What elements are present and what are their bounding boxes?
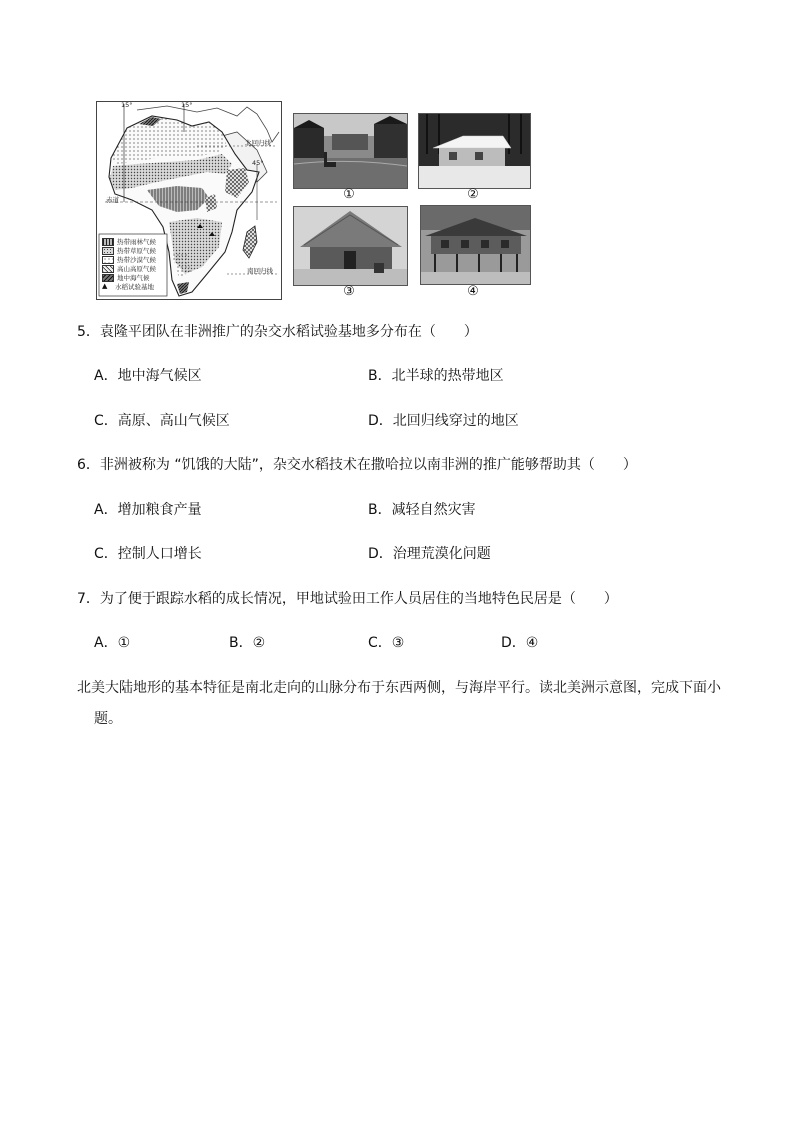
question-5-option-c[interactable]: C．高原、高山气候区 (94, 413, 230, 429)
thatched-hut-photo-icon (294, 207, 407, 285)
question-7-option-c[interactable]: C．③ (368, 635, 405, 651)
legend-item: 热带雨林气候 (102, 237, 156, 246)
question-7-option-d[interactable]: D．④ (501, 635, 539, 651)
africa-climate-map (96, 101, 282, 300)
photo-4-stilt-house (420, 205, 531, 285)
stilt-house-photo-icon (421, 206, 530, 284)
question-6-option-a[interactable]: A．增加粮食产量 (94, 502, 202, 518)
question-5-stem: 5．袁隆平团队在非洲推广的杂交水稻试验基地多分布在（ ） (77, 324, 478, 340)
legend-item: 热带沙漠气候 (102, 255, 156, 264)
question-6-option-c[interactable]: C．控制人口增长 (94, 546, 202, 562)
highland-swatch-icon (102, 265, 114, 273)
question-5-option-d[interactable]: D．北回归线穿过的地区 (368, 413, 519, 429)
intro-paragraph-line-1: 北美大陆地形的基本特征是南北走向的山脉分布于东西两侧，与海岸平行。读北美洲示意图，完成下面小 (77, 680, 721, 696)
legend-item: 热带草原气候 (102, 246, 156, 255)
mediterranean-swatch-icon (102, 274, 114, 282)
lon-label-west: 15° (121, 101, 133, 109)
rice-base-icon: ▲ (102, 282, 108, 290)
question-5-option-a[interactable]: A．地中海气候区 (94, 368, 202, 384)
intro-paragraph-line-2: 题。 (94, 711, 122, 727)
question-6-option-d[interactable]: D．治理荒漠化问题 (368, 546, 491, 562)
lat-label: 45° (252, 159, 264, 167)
tropic-south-label: 南回归线 (247, 267, 273, 275)
water-town-photo-icon (294, 114, 407, 188)
map-legend (102, 237, 156, 291)
lon-label-east: 15° (181, 101, 193, 109)
photo-1-water-town (293, 113, 408, 189)
rainforest-swatch-icon (102, 238, 114, 246)
equator-label: 赤道 (106, 196, 119, 204)
legend-item: 地中海气候 (102, 273, 156, 282)
photo-4-label: ④ (467, 284, 479, 299)
legend-item: ▲ 水稻试验基地 (102, 282, 154, 291)
tropic-north-label: 北回归线 (245, 139, 271, 147)
question-5-option-b[interactable]: B．北半球的热带地区 (368, 368, 504, 384)
photo-3-thatched-hut (293, 206, 408, 286)
question-6-stem: 6．非洲被称为 “饥饿的大陆”，杂交水稻技术在撒哈拉以南非洲的推广能够帮助其（ ） (77, 457, 637, 473)
snow-house-photo-icon (419, 114, 530, 188)
photo-3-label: ③ (343, 284, 355, 299)
legend-item: 高山高原气候 (102, 264, 156, 273)
question-7-option-a[interactable]: A．① (94, 635, 131, 651)
savanna-swatch-icon (102, 247, 114, 255)
photo-2-snow-house (418, 113, 531, 189)
photo-2-label: ② (467, 187, 479, 202)
question-7-stem: 7．为了便于跟踪水稻的成长情况，甲地试验田工作人员居住的当地特色民居是（ ） (77, 591, 618, 607)
question-7-option-b[interactable]: B．② (229, 635, 266, 651)
photo-1-label: ① (343, 187, 355, 202)
question-6-option-b[interactable]: B．减轻自然灾害 (368, 502, 476, 518)
desert-swatch-icon (102, 256, 114, 264)
